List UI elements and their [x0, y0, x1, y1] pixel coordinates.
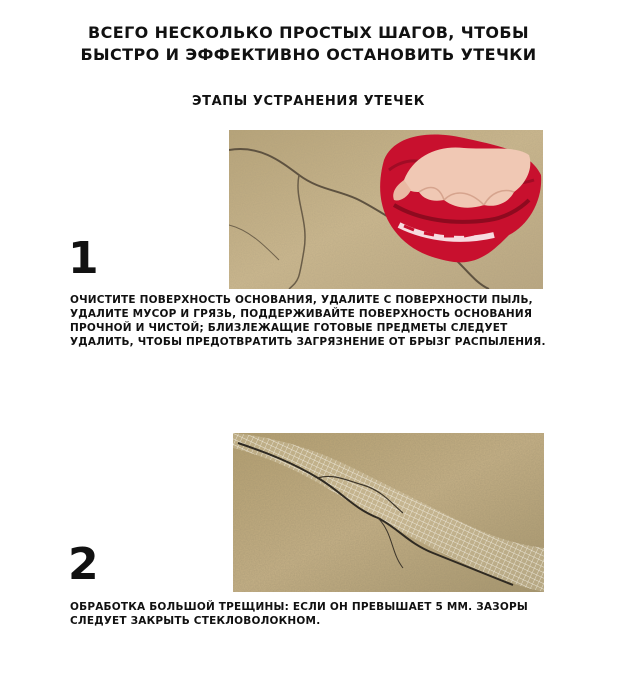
- step-2-photo: [233, 433, 544, 592]
- page-title-line-1: ВСЕГО НЕСКОЛЬКО ПРОСТЫХ ШАГОВ, ЧТОБЫ: [88, 23, 529, 42]
- step-1-description: ОЧИСТИТЕ ПОВЕРХНОСТЬ ОСНОВАНИЯ, УДАЛИТЕ С ПОВЕРХНОСТИ ПЫЛЬ, УДАЛИТЕ МУСОР И ГРЯЗЬ, ПОДДЕРЖИВАЙТЕ ПОВЕРХНОСТЬ ОСНОВАНИЯ ПРОЧНОЙ И ЧИСТОЙ; БЛИЗЛЕЖАЩИЕ ГОТОВЫЕ ПРЕДМЕТЫ СЛЕДУЕТ УДАЛИТЬ, ЧТОБЫ ПРЕДОТВРАТИТЬ ЗАГРЯЗНЕНИЕ ОТ БРЫЗГ РАСПЫЛЕНИЯ.: [70, 294, 546, 348]
- step-1-number: 1: [68, 233, 99, 284]
- page-title: [40, 22, 577, 66]
- step-1-photo: [229, 130, 543, 289]
- step-2-description: ОБРАБОТКА БОЛЬШОЙ ТРЕЩИНЫ: ЕСЛИ ОН ПРЕВЫШАЕТ 5 ММ. ЗАЗОРЫ СЛЕДУЕТ ЗАКРЫТЬ СТЕКЛОВОЛОКНОМ.: [70, 601, 528, 627]
- section-subtitle: ЭТАПЫ УСТРАНЕНИЯ УТЕЧЕК: [191, 94, 425, 109]
- step-2-number: 2: [68, 539, 99, 590]
- page-title-line-2: БЫСТРО И ЭФФЕКТИВНО ОСТАНОВИТЬ УТЕЧКИ: [80, 45, 537, 64]
